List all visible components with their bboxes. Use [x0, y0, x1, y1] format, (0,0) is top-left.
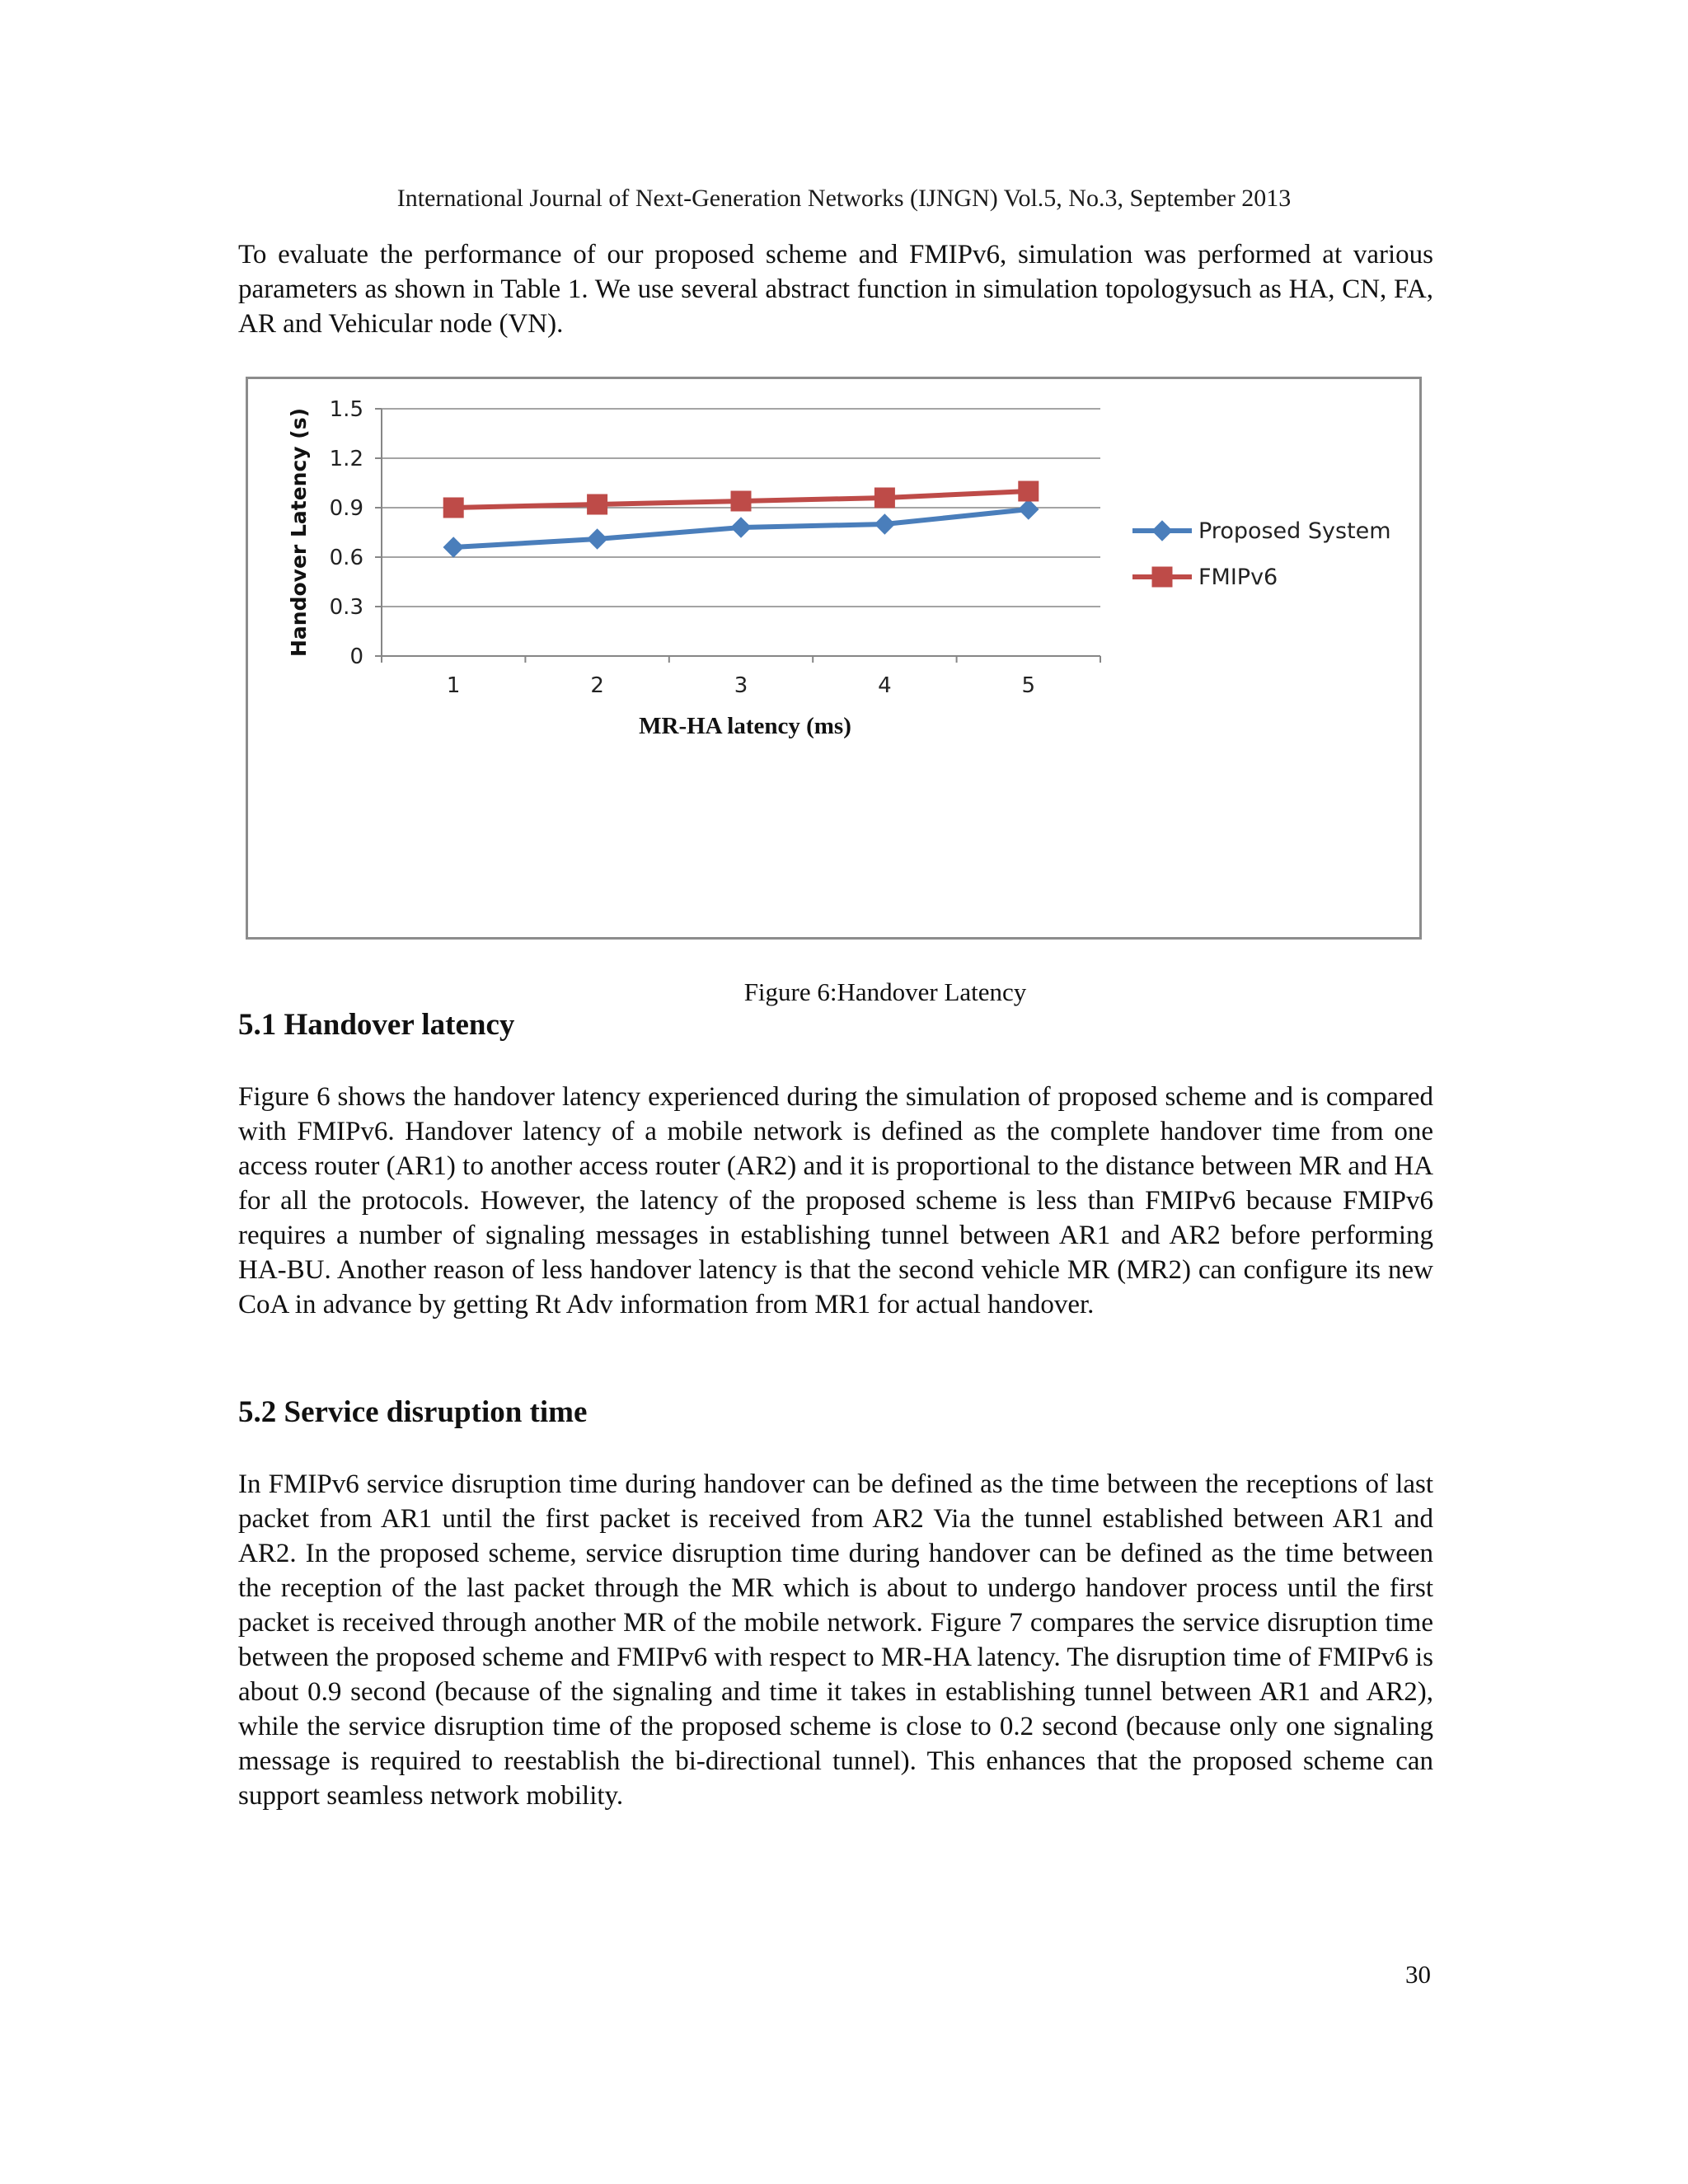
data-point-fmipv6	[874, 488, 894, 508]
handover-latency-chart	[246, 377, 1422, 940]
x-tick-label: 5	[1021, 673, 1036, 698]
chart-svg	[248, 379, 1419, 937]
x-tick-label: 1	[446, 673, 461, 698]
data-point-proposed-system	[443, 537, 463, 557]
x-axis-title: MR-HA latency (ms)	[639, 713, 851, 739]
data-point-fmipv6	[443, 498, 463, 518]
y-tick-label: 0.3	[329, 595, 363, 620]
legend-label: FMIPv6	[1198, 565, 1278, 590]
data-point-proposed-system	[588, 529, 607, 549]
y-tick-label: 0.9	[329, 496, 363, 521]
figure-caption: Figure 6:Handover Latency	[743, 977, 1027, 1006]
intro-paragraph: To evaluate the performance of our proposed scheme and FMIPv6, simulation was performed at various parameters as shown in Table 1. We use several abstract function in simulation topologysuch as HA, CN, FA, AR and Vehicular node (VN).	[238, 240, 1433, 339]
data-point-fmipv6	[588, 494, 607, 514]
y-tick-label: 0	[349, 644, 363, 669]
x-tick-label: 4	[878, 673, 892, 698]
y-tick-label: 1.2	[329, 447, 363, 471]
y-tick-label: 1.5	[329, 397, 363, 422]
section-heading-handover-latency: 5.1 Handover latency	[238, 1008, 515, 1042]
page-number: 30	[1405, 1960, 1431, 1989]
service-disruption-paragraph: In FMIPv6 service disruption time during handover can be defined as the time between the receptions of last packet from AR1 until the first packet is received from AR2 Via the tunnel established between AR1 and AR2. In the proposed scheme, service disruption time during handover can be defined as the time between the reception of the last packet through the MR which is about to undergo handover process until the first packet is received through another MR of the mobile network. Figure 7 compares the service disruption time between the proposed scheme and FMIPv6 with respect to MR-HA latency. The disruption time of FMIPv6 is about 0.9 second (because of the signaling and time it takes in establishing tunnel between AR1 and AR2), while the service disruption time of the proposed scheme is close to 0.2 second (because only one signaling message is required to reestablish the bi-directional tunnel). This enhances that the proposed scheme can support seamless network mobility.	[238, 1469, 1433, 1811]
section-heading-service-disruption: 5.2 Service disruption time	[238, 1395, 588, 1429]
journal-header: International Journal of Next-Generation Networks (IJNGN) Vol.5, No.3, September 2013	[396, 185, 1292, 212]
x-tick-label: 3	[734, 673, 748, 698]
x-tick-label: 2	[590, 673, 604, 698]
legend-marker	[1152, 521, 1172, 541]
data-point-fmipv6	[731, 491, 751, 511]
legend-label: Proposed System	[1198, 518, 1391, 544]
data-point-proposed-system	[731, 518, 751, 537]
y-axis-title: Handover Latency (s)	[287, 407, 311, 658]
y-tick-label: 0.6	[329, 546, 363, 570]
data-point-fmipv6	[1019, 481, 1039, 501]
legend-marker	[1152, 567, 1172, 587]
data-point-proposed-system	[1019, 499, 1039, 519]
handover-latency-paragraph: Figure 6 shows the handover latency experienced during the simulation of proposed scheme and is compared with FMIPv6. Handover latency of a mobile network is defined as the complete handover time from one access router (AR1) to another access router (AR2) and it is proportional to the distance between MR and HA for all the protocols. However, the latency of the proposed scheme is less than FMIPv6 because FMIPv6 requires a number of signaling messages in establishing tunnel between AR1 and AR2 before performing HA-BU. Another reason of less handover latency is that the second vehicle MR (MR2) can configure its new CoA in advance by getting Rt Adv information from MR1 for actual handover.	[238, 1082, 1433, 1319]
data-point-proposed-system	[874, 514, 894, 534]
